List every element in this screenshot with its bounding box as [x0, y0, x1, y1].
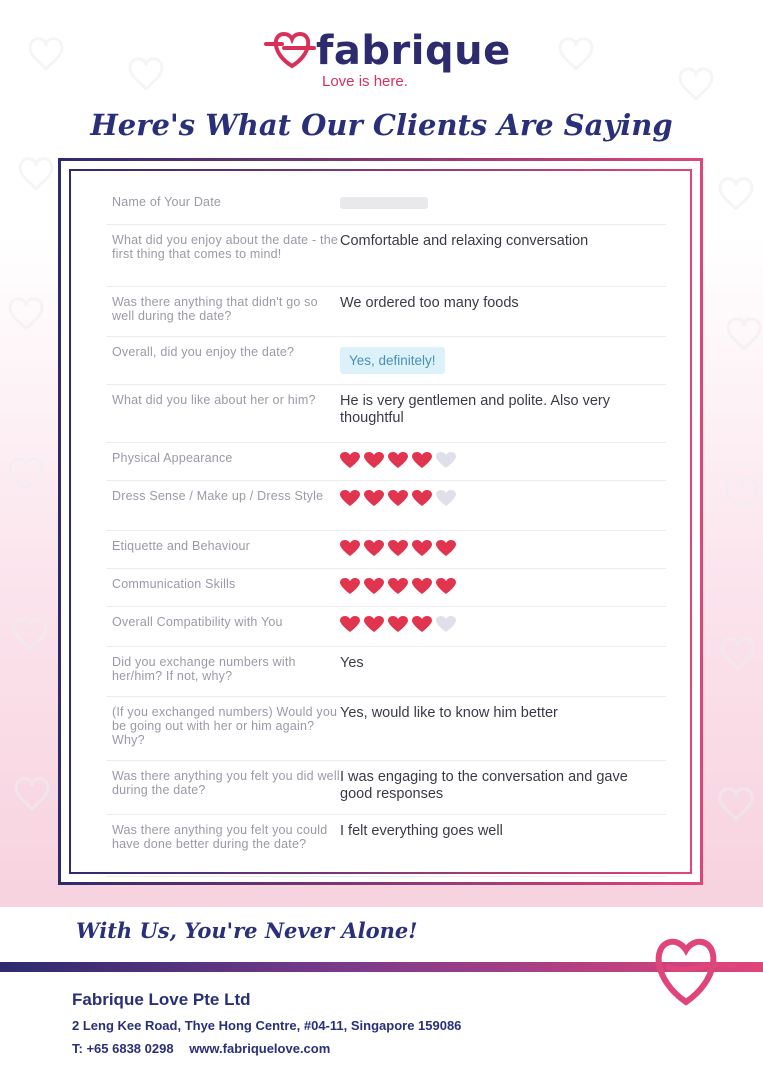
answer-pill: Yes, definitely! [340, 347, 445, 374]
heart-filled-icon [412, 540, 432, 557]
heart-filled-icon [388, 452, 408, 469]
form-question: Name of Your Date [112, 195, 222, 209]
form-question: Was there anything that didn't go so well during the date? [112, 295, 318, 323]
heart-logo-icon [262, 26, 318, 70]
form-row [106, 481, 666, 531]
form-question: Was there anything you felt you could have done better during the date? [112, 823, 328, 851]
heart-filled-icon [412, 616, 432, 633]
form-answer: We ordered too many foods [340, 295, 519, 311]
footer-slogan: With Us, You're Never Alone! [76, 918, 418, 943]
heart-rating [340, 616, 656, 633]
form-row [106, 569, 666, 607]
heart-filled-icon [388, 540, 408, 557]
company-website[interactable]: www.fabriquelove.com [189, 1041, 331, 1056]
form-answer: He is very gentlemen and polite. Also very thoughtful [340, 393, 610, 426]
heart-filled-icon [364, 490, 384, 507]
form-row [106, 337, 666, 385]
form-answer: I was engaging to the conversation and gave good responses [340, 769, 628, 802]
form-answer [340, 489, 666, 530]
form-question: (If you exchanged numbers) Would you be going out with her or him again? Why? [112, 705, 338, 747]
form-row [106, 225, 666, 287]
form-row [106, 187, 666, 225]
heart-filled-icon [340, 616, 360, 633]
form-answer [340, 345, 666, 384]
heart-filled-icon [364, 616, 384, 633]
heart-filled-icon [436, 540, 456, 557]
form-question: Communication Skills [112, 577, 236, 591]
form-answer: Yes, would like to know him better [340, 705, 558, 721]
heart-empty-icon [436, 490, 456, 507]
heart-rating [340, 490, 656, 507]
heart-filled-icon [364, 452, 384, 469]
form-row [106, 607, 666, 647]
heart-filled-icon [340, 540, 360, 557]
brand-name: fabrique [316, 28, 511, 74]
company-contact [72, 1041, 461, 1056]
heart-filled-icon [412, 578, 432, 595]
form-answer: Yes [340, 655, 364, 671]
heart-filled-icon [364, 540, 384, 557]
heart-filled-icon [388, 490, 408, 507]
form-question: Did you exchange numbers with her/him? If not, why? [112, 655, 296, 683]
heart-filled-icon [412, 490, 432, 507]
company-info [72, 990, 461, 1056]
form-row [106, 443, 666, 481]
brand-logo [0, 22, 763, 92]
form-question: Physical Appearance [112, 451, 233, 465]
form-row [106, 761, 666, 815]
heart-filled-icon [388, 616, 408, 633]
heart-ribbon-icon [646, 930, 736, 1010]
form-row [106, 815, 666, 877]
heart-empty-icon [436, 616, 456, 633]
heart-filled-icon [340, 490, 360, 507]
brand-tagline: Love is here. [322, 73, 408, 90]
form-question: Overall, did you enjoy the date? [112, 345, 295, 359]
form-answer [340, 451, 666, 480]
company-phone: T: +65 6838 0298 [72, 1041, 174, 1056]
heart-rating [340, 578, 656, 595]
heart-rating [340, 452, 656, 469]
page-headline: Here's What Our Clients Are Saying [90, 108, 673, 142]
company-address: 2 Leng Kee Road, Thye Hong Centre, #04-11, Singapore 159086 [72, 1018, 462, 1033]
heart-rating [340, 540, 656, 557]
form-question: What did you enjoy about the date - the first thing that comes to mind! [112, 233, 339, 261]
form-answer [340, 539, 666, 568]
form-question: Dress Sense / Make up / Dress Style [112, 489, 324, 503]
form-row [106, 647, 666, 697]
form-answer [340, 577, 666, 606]
form-row [106, 385, 666, 443]
form-row [106, 697, 666, 761]
testimonial-frame-inner [69, 169, 692, 874]
form-row [106, 287, 666, 337]
form-answer [340, 615, 666, 646]
heart-filled-icon [364, 578, 384, 595]
heart-empty-icon [436, 452, 456, 469]
heart-filled-icon [388, 578, 408, 595]
heart-filled-icon [340, 578, 360, 595]
heart-filled-icon [412, 452, 432, 469]
heart-filled-icon [340, 452, 360, 469]
form-question: Was there anything you felt you did well during the date? [112, 769, 340, 797]
form-answer: Comfortable and relaxing conversation [340, 233, 589, 249]
form-answer [340, 195, 666, 224]
form-question: Etiquette and Behaviour [112, 539, 251, 553]
form-answer: I felt everything goes well [340, 823, 503, 839]
form-question: Overall Compatibility with You [112, 615, 283, 629]
form-question: What did you like about her or him? [112, 393, 316, 407]
company-name: Fabrique Love Pte Ltd [72, 990, 251, 1009]
testimonial-frame [58, 158, 703, 885]
redacted-name [340, 197, 428, 209]
form-row [106, 531, 666, 569]
heart-filled-icon [436, 578, 456, 595]
feedback-form [106, 187, 666, 877]
